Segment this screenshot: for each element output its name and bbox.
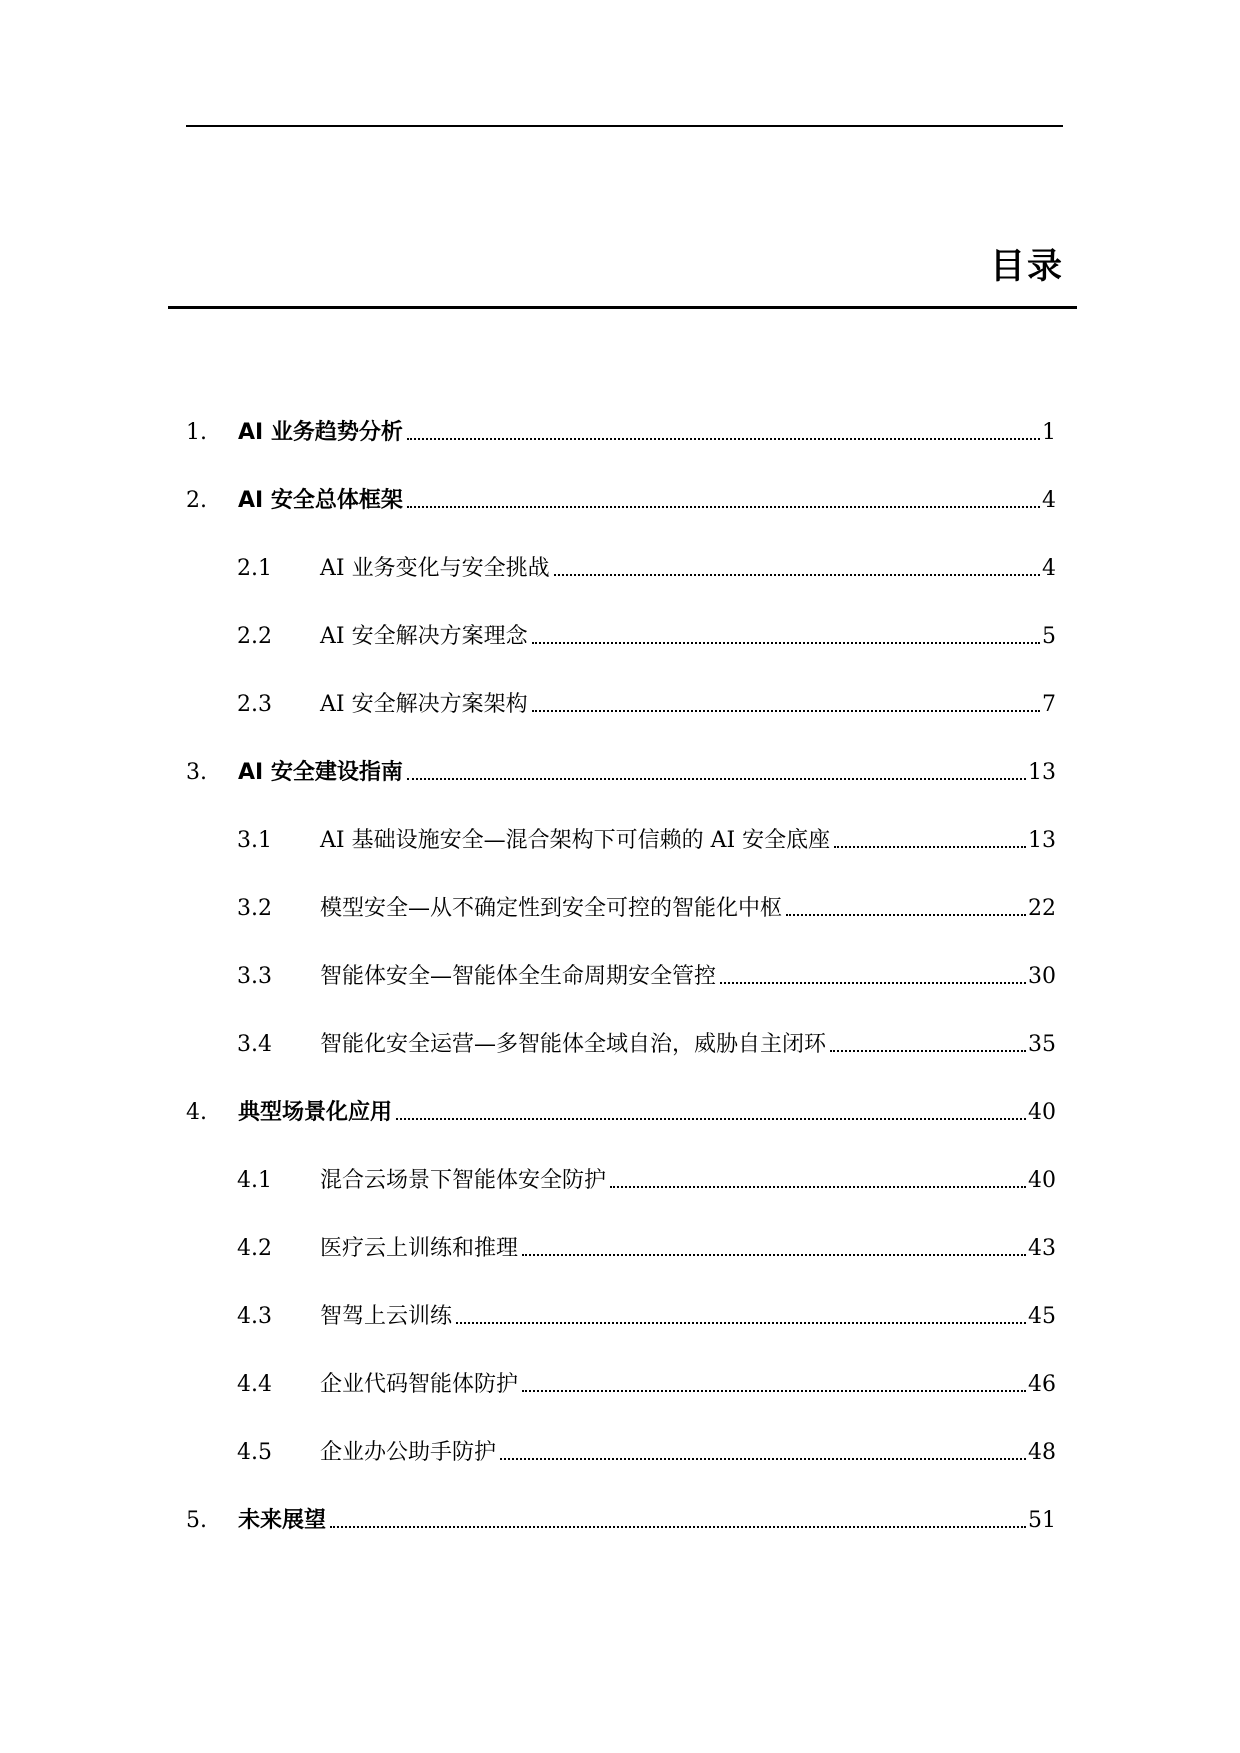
dot-leader [407, 438, 1040, 440]
toc-entry-title: 医疗云上训练和推理 [320, 1236, 519, 1261]
toc-entry-3[interactable] [186, 754, 1056, 788]
dot-leader [532, 642, 1040, 644]
dot-leader [554, 574, 1040, 576]
toc-entry-number: 3.1 [237, 828, 272, 853]
toc-entry-page: 43 [1028, 1236, 1056, 1261]
toc-entry-number: 4.3 [237, 1304, 272, 1329]
toc-entry-2[interactable] [186, 482, 1056, 516]
toc-entry-2-2[interactable] [237, 618, 1056, 652]
dot-leader [610, 1186, 1026, 1188]
toc-entry-4-4[interactable] [237, 1366, 1056, 1400]
toc-entry-page: 35 [1028, 1032, 1056, 1057]
title-rule [168, 306, 1077, 309]
toc-entry-page: 22 [1028, 896, 1056, 921]
toc-entry-page: 46 [1028, 1372, 1056, 1397]
toc-entry-title: 智驾上云训练 [320, 1304, 453, 1329]
toc-entry-title: AI 安全解决方案理念 [320, 624, 528, 649]
toc-entry-page: 45 [1028, 1304, 1056, 1329]
toc-entry-title: AI 安全总体框架 [238, 488, 403, 513]
toc-entry-4-5[interactable] [237, 1434, 1056, 1468]
toc-entry-title: 混合云场景下智能体安全防护 [320, 1168, 607, 1193]
toc-entry-page: 4 [1042, 556, 1056, 581]
toc-entry-number: 2.1 [237, 556, 272, 581]
toc-entry-number: 4.5 [237, 1440, 272, 1465]
toc-entry-page: 7 [1042, 692, 1056, 717]
toc-entry-page: 51 [1028, 1508, 1056, 1533]
toc-entry-3-3[interactable] [237, 958, 1056, 992]
toc-entry-page: 13 [1028, 760, 1056, 785]
toc-entry-number: 4. [186, 1100, 207, 1125]
toc-entry-2-3[interactable] [237, 686, 1056, 720]
toc-entry-number: 4.1 [237, 1168, 272, 1193]
toc-entry-number: 1. [186, 420, 207, 445]
dot-leader [834, 846, 1026, 848]
dot-leader [330, 1526, 1026, 1528]
toc-entry-title: 企业办公助手防护 [320, 1440, 497, 1465]
toc-entry-4-3[interactable] [237, 1298, 1056, 1332]
toc-entry-title: AI 业务变化与安全挑战 [320, 556, 550, 581]
toc-entry-page: 40 [1028, 1168, 1056, 1193]
toc-entry-3-4[interactable] [237, 1026, 1056, 1060]
dot-leader [500, 1458, 1026, 1460]
toc-entry-4[interactable] [186, 1094, 1056, 1128]
toc-entry-title: AI 基础设施安全—混合架构下可信赖的 AI 安全底座 [320, 828, 831, 853]
toc-entry-number: 2. [186, 488, 207, 513]
dot-leader [407, 778, 1026, 780]
toc-title: 目录 [989, 247, 1064, 287]
toc-entry-title: AI 业务趋势分析 [238, 420, 403, 445]
dot-leader [522, 1254, 1026, 1256]
toc-entry-4-1[interactable] [237, 1162, 1056, 1196]
toc-entry-number: 2.2 [237, 624, 272, 649]
toc-entry-title: 智能化安全运营—多智能体全域自治，威胁自主闭环 [320, 1032, 827, 1057]
toc-entry-page: 30 [1028, 964, 1056, 989]
dot-leader [532, 710, 1040, 712]
toc-entry-3-1[interactable] [237, 822, 1056, 856]
dot-leader [522, 1390, 1026, 1392]
toc-entry-title: 模型安全—从不确定性到安全可控的智能化中枢 [320, 896, 783, 921]
header-rule [186, 125, 1063, 127]
toc-entry-title: AI 安全建设指南 [238, 760, 403, 785]
toc-entry-page: 48 [1028, 1440, 1056, 1465]
toc-entry-number: 3.2 [237, 896, 272, 921]
toc-entry-number: 3.3 [237, 964, 272, 989]
toc-entry-number: 3.4 [237, 1032, 272, 1057]
toc-entry-page: 13 [1028, 828, 1056, 853]
toc-entry-title: AI 安全解决方案架构 [320, 692, 528, 717]
dot-leader [830, 1050, 1026, 1052]
toc-entry-number: 4.4 [237, 1372, 272, 1397]
toc-entry-number: 5. [186, 1508, 207, 1533]
toc-entry-page: 5 [1042, 624, 1056, 649]
toc-entry-title: 智能体安全—智能体全生命周期安全管控 [320, 964, 717, 989]
toc-entry-number: 3. [186, 760, 207, 785]
toc-entry-4-2[interactable] [237, 1230, 1056, 1264]
toc-entry-number: 2.3 [237, 692, 272, 717]
toc-entry-3-2[interactable] [237, 890, 1056, 924]
dot-leader [456, 1322, 1026, 1324]
toc-entry-title: 未来展望 [238, 1508, 327, 1533]
toc-entry-title: 企业代码智能体防护 [320, 1372, 519, 1397]
dot-leader [786, 914, 1026, 916]
dot-leader [720, 982, 1026, 984]
toc-entry-page: 4 [1042, 488, 1056, 513]
toc-entry-5[interactable] [186, 1502, 1056, 1536]
toc-entry-2-1[interactable] [237, 550, 1056, 584]
toc-entry-number: 4.2 [237, 1236, 272, 1261]
dot-leader [396, 1118, 1026, 1120]
toc-entry-page: 40 [1028, 1100, 1056, 1125]
toc-entry-title: 典型场景化应用 [238, 1100, 393, 1125]
dot-leader [407, 506, 1040, 508]
toc-entry-page: 1 [1042, 420, 1056, 445]
toc-entry-1[interactable] [186, 414, 1056, 448]
